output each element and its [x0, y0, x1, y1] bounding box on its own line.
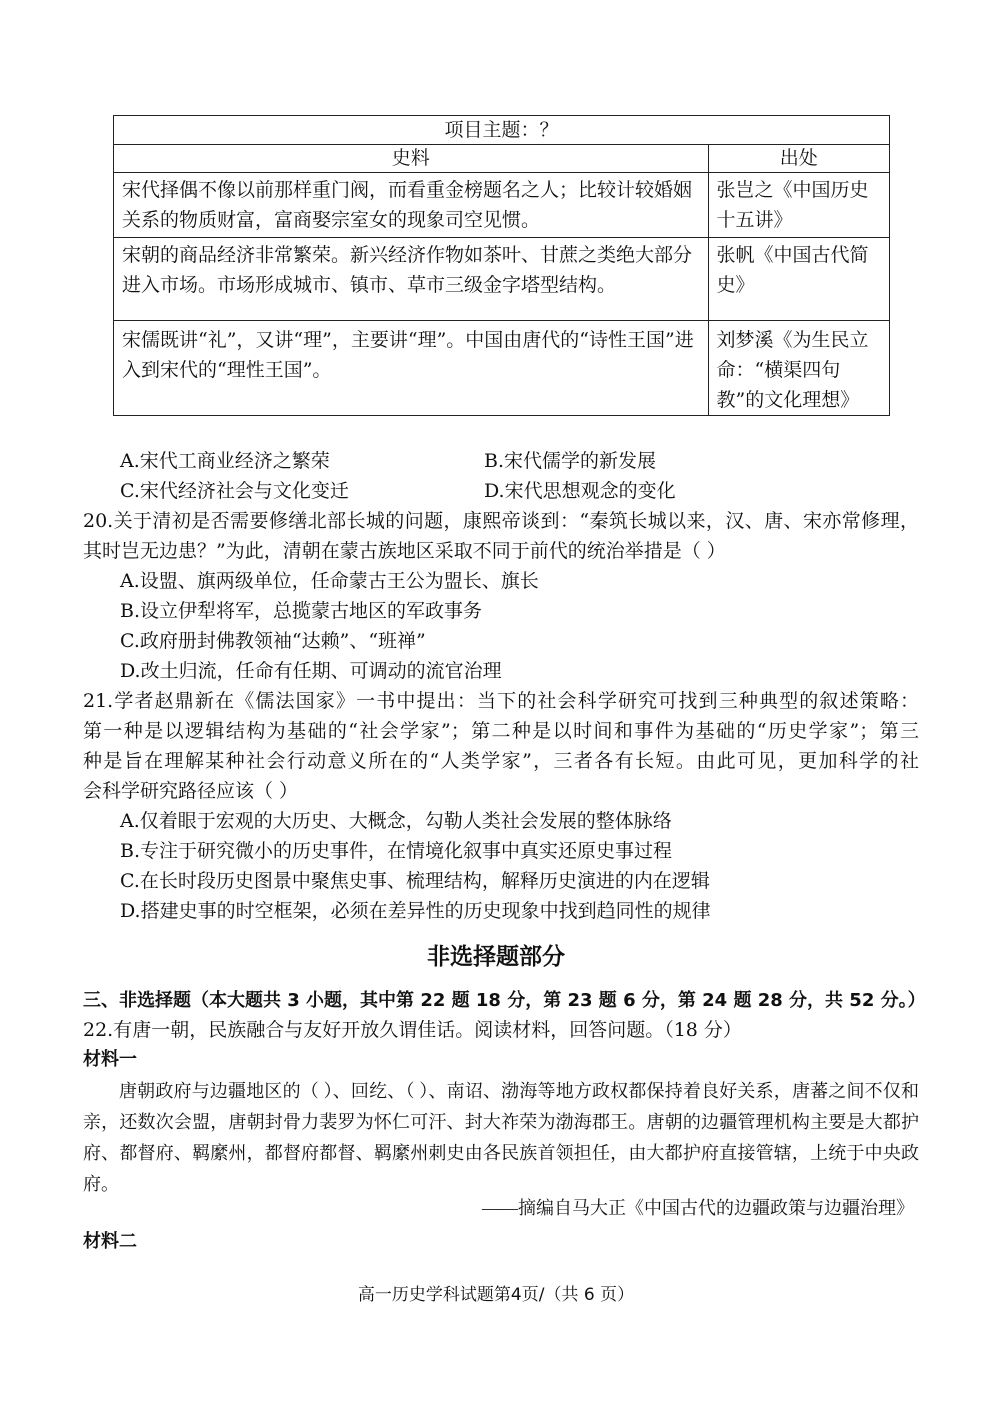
- row-text: 宋朝的商品经济非常繁荣。新兴经济作物如茶叶、甘蔗之类绝大部分进入市场。市场形成城市、镇市、草市三级金字塔型结构。: [114, 238, 709, 321]
- q19-option-c: C.宋代经济社会与文化变迁: [120, 480, 349, 502]
- q20-stem-line1: 20.关于清初是否需要修缮北部长城的问题，康熙帝谈到：“秦筑长城以来，汉、唐、宋亦常修理，: [83, 510, 919, 532]
- table-row: [114, 173, 890, 238]
- part3-heading: 三、非选择题（本大题共 3 小题，其中第 22 题 18 分，第 23 题 6 分，第 24 题 28 分，共 52 分。）: [83, 990, 926, 1011]
- page-footer: 高一历史学科试题第4页/（共 6 页）: [357, 1285, 635, 1305]
- table-row: [114, 238, 890, 321]
- q19-option-d: D.宋代思想观念的变化: [484, 480, 676, 502]
- q20-option-a: A.设盟、旗两级单位，任命蒙古王公为盟长、旗长: [120, 570, 539, 592]
- q21-option-a: A.仅着眼于宏观的大历史、大概念，勾勒人类社会发展的整体脉络: [120, 810, 672, 832]
- q22-stem: 22.有唐一朝，民族融合与友好开放久谓佳话。阅读材料，回答问题。（18 分）: [83, 1019, 742, 1041]
- q21-stem-line2: 第一种是以逻辑结构为基础的“社会学家”；第二种是以时间和事件为基础的“历史学家”；第三: [83, 720, 919, 742]
- q21-option-d: D.搭建史事的时空框架，必须在差异性的历史现象中找到趋同性的规律: [120, 900, 711, 922]
- material2-label: 材料二: [83, 1231, 137, 1252]
- row-source: 张岂之《中国历史十五讲》: [708, 173, 890, 238]
- material1-label: 材料一: [83, 1049, 137, 1070]
- q19-option-a: A.宋代工商业经济之繁荣: [120, 450, 330, 472]
- q21-option-b: B.专注于研究微小的历史事件，在情境化叙事中真实还原史事过程: [120, 840, 673, 862]
- source-table: [113, 115, 890, 416]
- q21-stem-line3: 种是旨在理解某种社会行动意义所在的“人类学家”，三者各有长短。由此可见，更加科学的社: [83, 750, 919, 772]
- row-source: 张帆《中国古代简史》: [708, 238, 890, 321]
- table-title: 项目主题：？: [114, 116, 890, 145]
- row-source: 刘梦溪《为生民立命：“横渠四句教”的文化理想》: [708, 321, 890, 416]
- q20-option-d: D.改土归流，任命有任期、可调动的流官治理: [120, 660, 502, 682]
- q20-stem-line2: 其时岂无边患？”为此，清朝在蒙古族地区采取不同于前代的统治举措是（ ）: [83, 540, 726, 562]
- section-title: 非选择题部分: [427, 944, 565, 970]
- material1-text: 唐朝政府与边疆地区的（ ）、回纥、（ ）、南诏、渤海等地方政权都保持着良好关系，唐蕃之间不仅和亲，还数次会盟，唐朝封骨力裴罗为怀仁可汗、封大祚荣为渤海郡王。唐朝的边疆管理机构主要是大都护府、都督府、羁縻州，都督府都督、羁縻州刺史由各民族首领担任，由大都护府直接管辖，上统于中央政府。: [83, 1081, 919, 1194]
- q21-stem-line1: 21.学者赵鼎新在《儒法国家》一书中提出：当下的社会科学研究可找到三种典型的叙述策略：: [83, 690, 919, 712]
- row-text: 宋代择偶不像以前那样重门阀，而看重金榜题名之人；比较计较婚姻关系的物质财富，富商娶宗室女的现象司空见惯。: [114, 173, 709, 238]
- material1-source: ——摘编自马大正《中国古代的边疆政策与边疆治理》: [482, 1198, 914, 1218]
- q21-stem-line4: 会科学研究路径应该（ ）: [83, 780, 299, 802]
- q19-option-b: B.宋代儒学的新发展: [484, 450, 657, 472]
- q20-option-b: B.设立伊犁将军，总揽蒙古地区的军政事务: [120, 600, 483, 622]
- table-row: [114, 321, 890, 416]
- q20-option-c: C.政府册封佛教领袖“达赖”、“班禅”: [120, 630, 426, 652]
- q21-option-c: C.在长时段历史图景中聚焦史事、梳理结构，解释历史演进的内在逻辑: [120, 870, 710, 892]
- row-text: 宋儒既讲“礼”，又讲“理”，主要讲“理”。中国由唐代的“诗性王国”进入到宋代的“理性王国”。: [114, 321, 709, 416]
- header-material: 史料: [114, 145, 709, 173]
- header-source: 出处: [708, 145, 890, 173]
